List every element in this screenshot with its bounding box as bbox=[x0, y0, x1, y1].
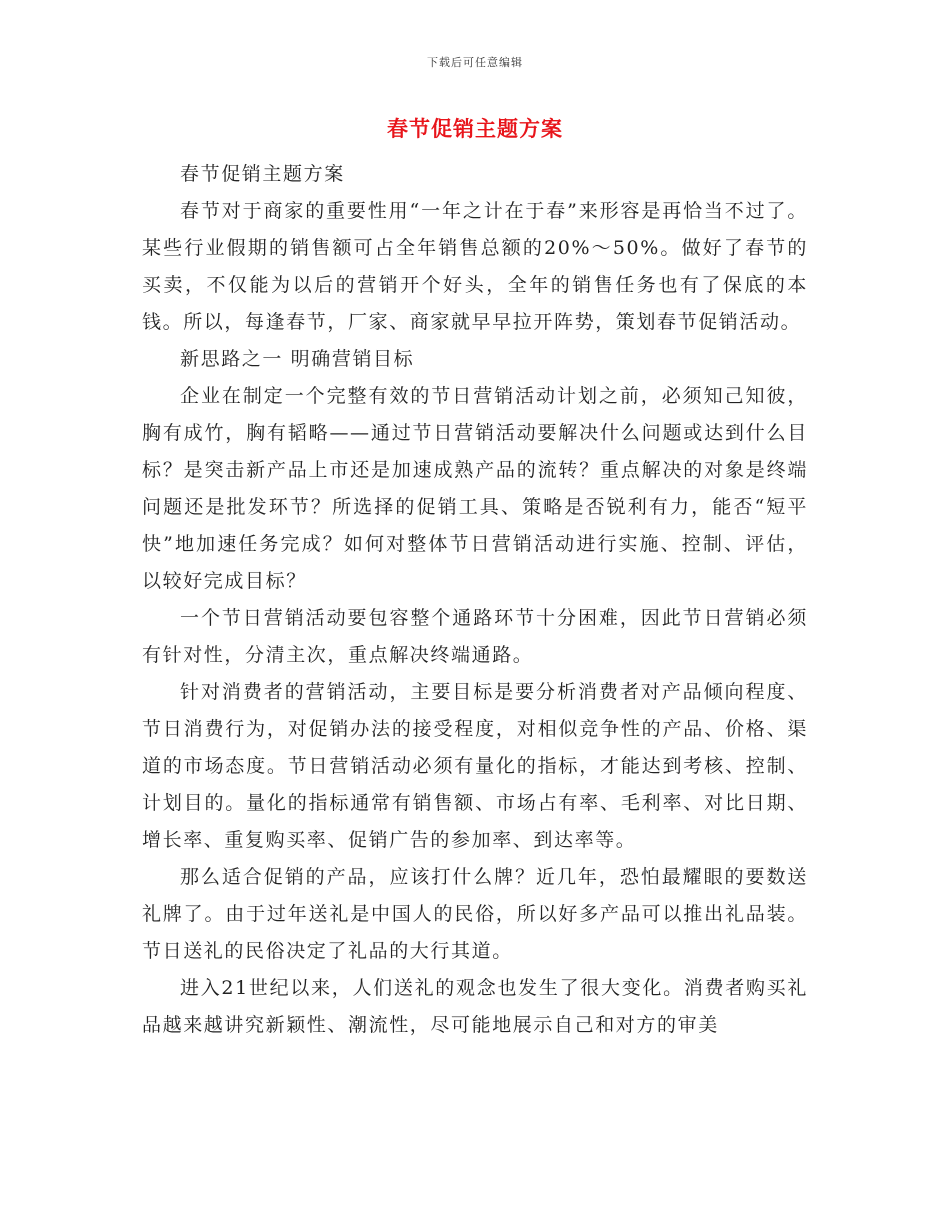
paragraph-intro: 春节对于商家的重要性用“一年之计在于春”来形容是再恰当不过了。某些行业假期的销售额可占全年销售总额的20%～50%。做好了春节的买卖，不仅能为以后的营销开个好头，全年的销售任务也有了保底的本钱。所以，每逢春节，厂家、商家就早早拉开阵势，策划春节促销活动。 bbox=[142, 200, 808, 333]
paragraph-consumer: 针对消费者的营销活动，主要目标是要分析消费者对产品倾向程度、节日消费行为，对促销办法的接受程度，对相似竞争性的产品、价格、渠道的市场态度。节日营销活动必须有量化的指标，才能达到考核、控制、计划目的。量化的指标通常有销售额、市场占有率、毛利率、对比日期、增长率、重复购买率、促销广告的参加率、到达率等。 bbox=[142, 681, 808, 851]
paragraph-channel: 一个节日营销活动要包容整个通路环节十分困难，因此节日营销必须有针对性，分清主次，重点解决终端通路。 bbox=[142, 607, 808, 666]
paragraph-goals: 企业在制定一个完整有效的节日营销活动计划之前，必须知己知彼，胸有成竹，胸有韬略——通过节日营销活动要解决什么问题或达到什么目标？是突击新产品上市还是加速成熟产品的流转？重点解决的对象是终端问题还是批发环节？所选择的促销工具、策略是否锐利有力，能否“短平快”地加速任务完成？如何对整体节日营销活动进行实施、控制、评估，以较好完成目标？ bbox=[142, 385, 808, 592]
paragraph-gift-trend: 进入21世纪以来，人们送礼的观念也发生了很大变化。消费者购买礼品越来越讲究新颖性、潮流性，尽可能地展示自己和对方的审美 bbox=[142, 977, 808, 1036]
document-body bbox=[142, 156, 808, 1044]
document-title: 春节促销主题方案 bbox=[387, 116, 563, 141]
page-header: 下载后可任意编辑 bbox=[427, 56, 523, 69]
paragraph-subtitle: 春节促销主题方案 bbox=[180, 163, 345, 185]
section-heading: 新思路之一 明确营销目标 bbox=[180, 348, 415, 370]
paragraph-gift-brand: 那么适合促销的产品，应该打什么牌？近几年，恐怕最耀眼的要数送礼牌了。由于过年送礼是中国人的民俗，所以好多产品可以推出礼品装。节日送礼的民俗决定了礼品的大行其道。 bbox=[142, 866, 808, 962]
